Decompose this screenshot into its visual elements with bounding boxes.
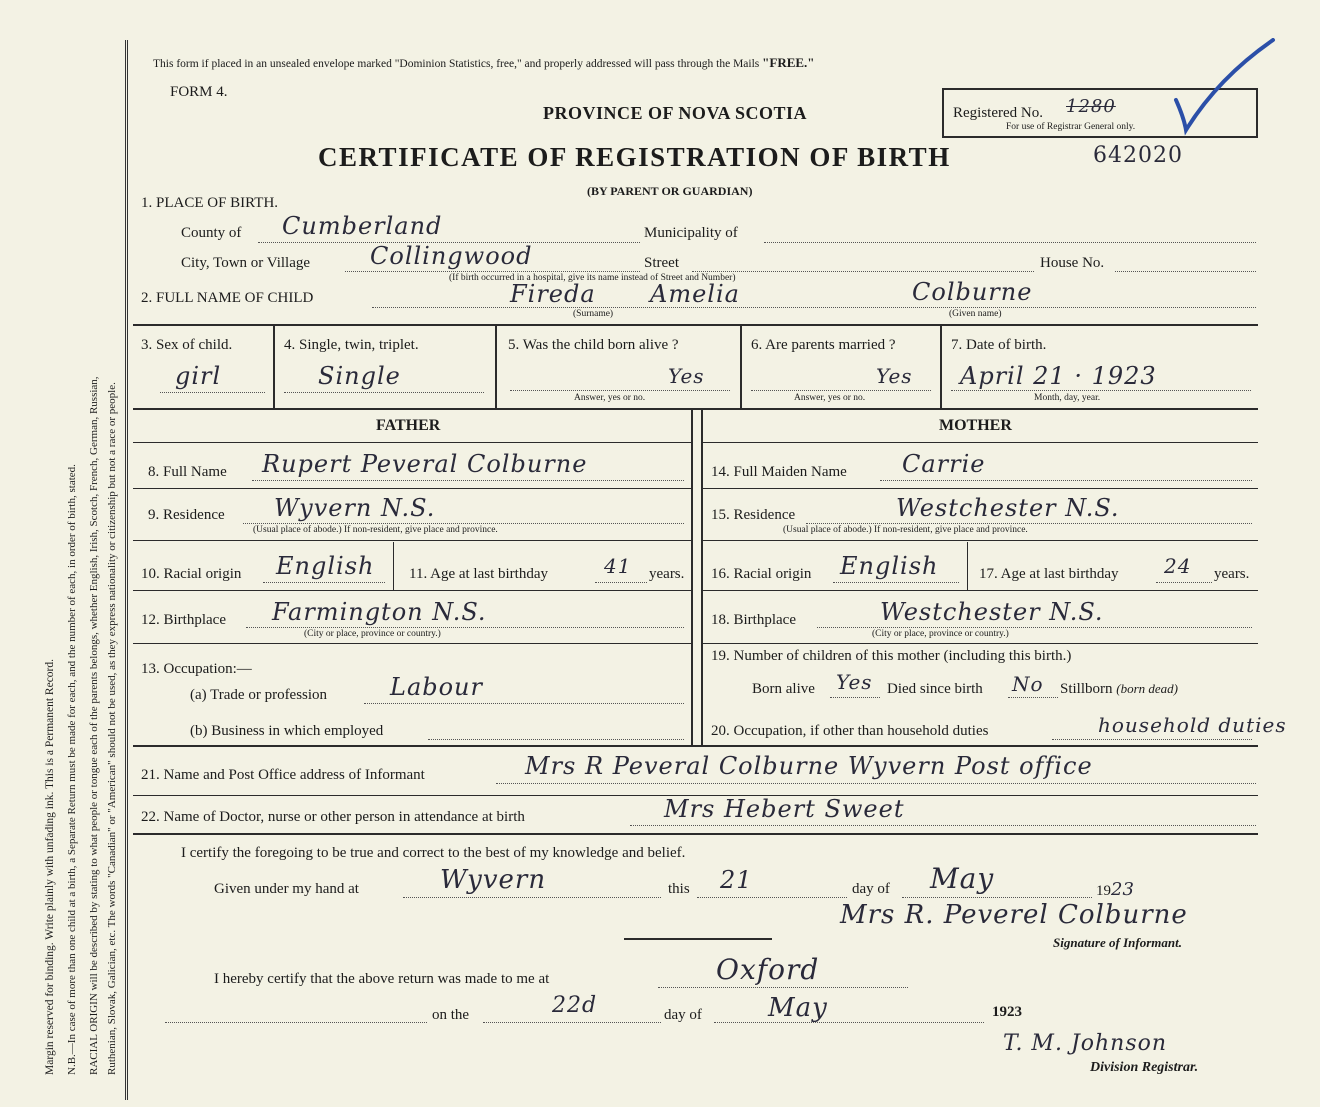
this-label: this [668, 881, 690, 897]
municipality-label: Municipality of [644, 225, 738, 241]
trade-label: (a) Trade or profession [190, 687, 328, 703]
father-race-value: English [276, 552, 375, 580]
business-label: (b) Business in which employed [190, 723, 384, 739]
mother-residence-caption: (Usual place of abode.) If non-resident, give place and province. [783, 525, 1028, 535]
mother-residence-value: Westchester N.S. [896, 494, 1120, 522]
registered-label: Registered No. [953, 105, 1043, 121]
registered-box [942, 88, 1258, 138]
certificate-number: 642020 [1093, 143, 1183, 168]
free-label: "FREE." [762, 55, 815, 70]
county-label: County of [181, 225, 242, 241]
surname-caption: (Surname) [573, 309, 614, 319]
registrar-day: 22d [552, 993, 598, 1018]
given-caption: (Given name) [949, 309, 1002, 319]
year-suffix: 23 [1111, 879, 1134, 900]
certificate-title: CERTIFICATE OF REGISTRATION OF BIRTH [318, 142, 951, 172]
mother-birthplace-label: 18. Birthplace [711, 612, 796, 628]
informant-label: 21. Name and Post Office address of Informant [141, 767, 425, 783]
mail-notice-text: This form if placed in an unsealed envelope marked "Dominion Statistics, free," and properly addressed will pass through the Mails [153, 58, 763, 70]
father-name-label: 8. Full Name [148, 464, 227, 480]
street-label: Street [644, 255, 679, 271]
given-day: 21 [720, 866, 753, 894]
father-years: years. [649, 566, 685, 582]
mail-notice [153, 55, 815, 71]
stillborn-text: Stillborn [1060, 681, 1113, 697]
born-alive-value: Yes [836, 670, 873, 694]
margin-note-3: RACIAL ORIGIN will be described by stating to what people or tongue each of the parents belongs, whether English, Irish, Scotch, French, German, Russian, [88, 376, 100, 1075]
child-name-label: 2. FULL NAME OF CHILD [141, 290, 314, 306]
doctor-value: Mrs Hebert Sweet [664, 795, 905, 823]
given-place: Wyvern [440, 865, 547, 895]
subtitle: (BY PARENT OR GUARDIAN) [587, 184, 753, 198]
child-surname: Colburne [912, 278, 1033, 306]
father-birthplace-label: 12. Birthplace [141, 612, 226, 628]
plural-label: 4. Single, twin, triplet. [284, 337, 419, 353]
father-birthplace-value: Farmington N.S. [272, 598, 487, 626]
onthe-label: on the [432, 1007, 470, 1023]
registrar-note: For use of Registrar General only. [1006, 122, 1136, 132]
father-residence-label: 9. Residence [148, 507, 225, 523]
died-value: No [1012, 672, 1044, 696]
mother-years: years. [1214, 566, 1250, 582]
sex-label: 3. Sex of child. [141, 337, 233, 353]
father-residence-caption: (Usual place of abode.) If non-resident, give place and province. [253, 525, 498, 535]
father-heading: FATHER [376, 417, 441, 434]
signature-caption: Signature of Informant. [1053, 935, 1182, 950]
registrar-statement: I hereby certify that the above return was made to me at [214, 971, 550, 987]
died-label: Died since birth [887, 681, 983, 697]
given-month: May [930, 862, 995, 895]
married-label: 6. Are parents married ? [751, 337, 896, 353]
county-value: Cumberland [282, 212, 443, 240]
mother-race-value: English [840, 552, 939, 580]
form-number: FORM 4. [170, 84, 228, 100]
dayof-label: day of [852, 881, 890, 897]
mother-occupation-label: 20. Occupation, if other than household duties [711, 723, 989, 739]
city-label: City, Town or Village [181, 255, 311, 271]
mother-birthplace-caption: (City or place, province or country.) [872, 629, 1009, 639]
stillborn-label [1060, 681, 1178, 698]
trade-value: Labour [390, 673, 483, 701]
mother-occupation-value: household duties [1098, 713, 1287, 737]
father-age-value: 41 [604, 554, 632, 578]
married-caption: Answer, yes or no. [794, 393, 866, 403]
mother-age-value: 24 [1164, 554, 1192, 578]
province-title: PROVINCE OF NOVA SCOTIA [543, 103, 808, 123]
binding-line [125, 40, 128, 1100]
date-label: 7. Date of birth. [951, 337, 1047, 353]
registered-value: 1280 [1066, 96, 1116, 117]
registrar-place: Oxford [716, 953, 820, 986]
mother-heading: MOTHER [939, 417, 1012, 434]
checkmark-icon [1168, 38, 1278, 148]
father-race-label: 10. Racial origin [141, 566, 242, 582]
mother-name-value: Carrie [902, 450, 986, 478]
mother-name-label: 14. Full Maiden Name [711, 464, 847, 480]
mother-residence-label: 15. Residence [711, 507, 796, 523]
registrar-month: May [768, 993, 828, 1023]
informant-value: Mrs R Peveral Colburne Wyvern Post office [525, 752, 1093, 780]
child-first-name: Fireda [510, 280, 596, 308]
alive-caption: Answer, yes or no. [574, 393, 646, 403]
alive-value: Yes [668, 364, 705, 388]
city-value: Collingwood [370, 242, 533, 270]
married-value: Yes [876, 364, 913, 388]
children-count-label: 19. Number of children of this mother (including this birth.) [711, 648, 1072, 664]
father-birthplace-caption: (City or place, province or country.) [304, 629, 441, 639]
margin-note-2: N.B.—In case of more than one child at a birth, a Separate Return must be made for each, and the number of each, in order of birth, stated. [66, 464, 78, 1075]
margin-note-4: Ruthenian, Slovak, Galician, etc. The words "Canadian" or "American" should not be used, as they express nationality or citizenship but not a race or people. [106, 382, 118, 1075]
registrar-signature: T. M. Johnson [1003, 1031, 1168, 1056]
occupation-label: 13. Occupation:— [141, 661, 252, 677]
registrar-dayof-label: day of [664, 1007, 702, 1023]
certify-statement: I certify the foregoing to be true and correct to the best of my knowledge and belief. [181, 845, 686, 861]
doctor-label: 22. Name of Doctor, nurse or other person in attendance at birth [141, 809, 525, 825]
stillborn-note: (born dead) [1116, 681, 1179, 696]
year-prefix: 19 [1096, 883, 1111, 899]
house-label: House No. [1040, 255, 1105, 271]
sex-value: girl [175, 362, 222, 390]
hospital-note: (If birth occurred in a hospital, give its name instead of Street and Number) [449, 273, 736, 283]
born-alive-label: Born alive [752, 681, 815, 697]
given-label: Given under my hand at [214, 881, 359, 897]
mother-birthplace-value: Westchester N.S. [880, 598, 1104, 626]
given-year [1096, 879, 1134, 900]
date-caption: Month, day, year. [1034, 393, 1101, 403]
mother-race-label: 16. Racial origin [711, 566, 812, 582]
margin-note-1: Margin reserved for binding. Write plainly with unfading ink. This is a Permanent Record. [44, 658, 56, 1075]
registrar-year: 1923 [992, 1004, 1022, 1020]
place-heading: 1. PLACE OF BIRTH. [141, 195, 279, 211]
father-residence-value: Wyvern N.S. [274, 494, 436, 522]
mother-age-label: 17. Age at last birthday [979, 566, 1119, 582]
father-name-value: Rupert Peveral Colburne [262, 450, 588, 478]
plural-value: Single [318, 362, 401, 390]
father-age-label: 11. Age at last birthday [409, 566, 548, 582]
child-middle-name: Amelia [650, 280, 740, 308]
date-value: April 21 · 1923 [960, 362, 1157, 390]
registrar-caption: Division Registrar. [1090, 1060, 1199, 1075]
alive-label: 5. Was the child born alive ? [508, 337, 679, 353]
informant-signature: Mrs R. Peverel Colburne [840, 900, 1188, 930]
